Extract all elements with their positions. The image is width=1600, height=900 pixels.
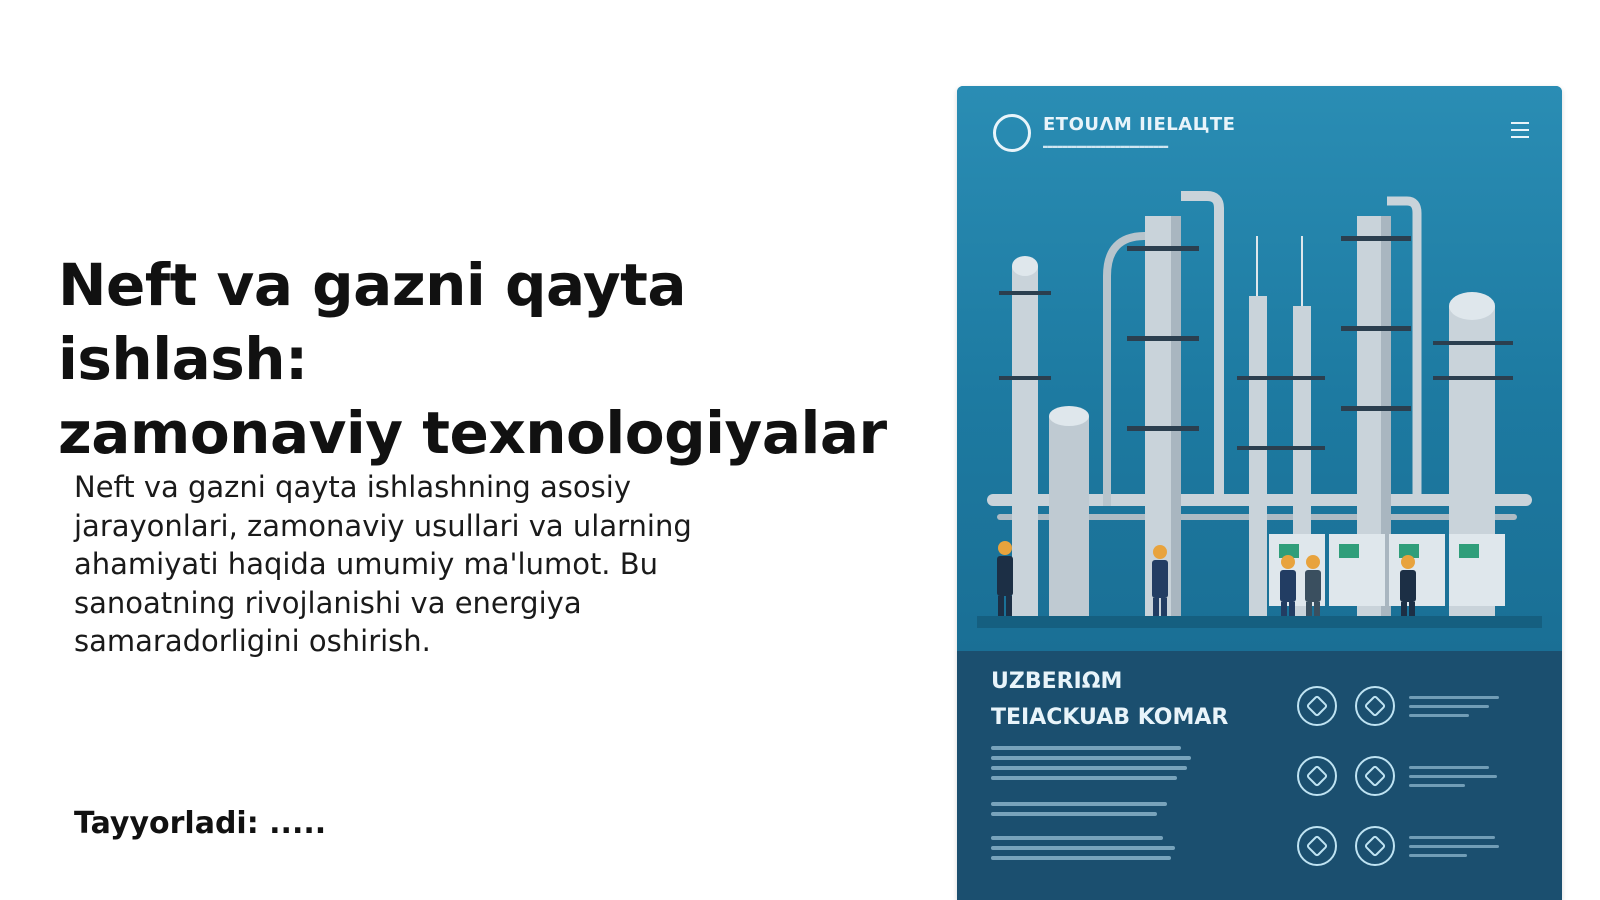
tank-right-platform-2: [1433, 376, 1513, 380]
author-label: Tayyorladi: .....: [74, 806, 327, 841]
poster-icon-caption: [1409, 775, 1497, 778]
poster-text-scribble: [991, 756, 1191, 760]
column-central-platform-1: [1127, 246, 1199, 251]
molecule-diagram-icon: [1297, 826, 1337, 866]
poster-text-scribble: [991, 836, 1163, 840]
hamburger-menu-icon: [1511, 122, 1529, 138]
worker-4: [1305, 555, 1321, 616]
column-mid-platform: [1237, 376, 1325, 380]
flame-diagram-icon: [1355, 686, 1395, 726]
poster-text-scribble: [991, 766, 1187, 770]
gear-diagram-icon: [1297, 686, 1337, 726]
leaf-logo-icon: [993, 114, 1031, 152]
poster-icon-caption: [1409, 696, 1499, 699]
refinery-poster-illustration: [957, 86, 1562, 900]
poster-icon-caption: [1409, 784, 1465, 787]
column-central-shade: [1171, 216, 1181, 616]
drop-diagram-icon: [1297, 756, 1337, 796]
poster-text-scribble: [991, 812, 1157, 816]
column-right-top-pipe: [1387, 201, 1417, 506]
tower-left-platform: [999, 291, 1051, 295]
tank-right-cap: [1449, 292, 1495, 320]
poster-text-scribble: [991, 802, 1167, 806]
worker-5: [1400, 555, 1416, 616]
column-mid-a: [1249, 296, 1267, 616]
poster-brand: ETOUΛM IIELAЦTE: [1043, 114, 1236, 135]
tank-left: [1049, 416, 1089, 616]
poster-heading: [991, 664, 1228, 736]
central-left-pipe: [1107, 236, 1145, 506]
column-central-platform-2: [1127, 336, 1199, 341]
plant-floor: [977, 616, 1542, 628]
slide-description: Neft va gazni qayta ishlashning asosiy jarayonlari, zamonaviy usullari va ularning ahamiyati haqida umumiy ma'lumot. Bu sanoatning rivojlanishi va energiya samaradorligini oshirish.: [74, 470, 692, 658]
tank-left-cap: [1049, 406, 1089, 426]
slide-title: [58, 248, 918, 470]
tower-left-cap: [1012, 256, 1038, 276]
poster-tagline-scribble: ▬▬▬▬▬▬▬▬▬▬▬▬▬▬▬▬▬▬▬▬▬▬▬▬▬▬: [1043, 142, 1169, 151]
column-right-platform-3: [1341, 406, 1411, 411]
poster-icon-caption: [1409, 705, 1489, 708]
poster-heading-line1: UZBERIΩM: [991, 669, 1123, 694]
poster-icon-caption: [1409, 714, 1469, 717]
poster-text-scribble: [991, 776, 1177, 780]
tools-diagram-icon: [1355, 826, 1395, 866]
column-right-platform-2: [1341, 326, 1411, 331]
poster-header: [957, 86, 1562, 186]
panel-screen-4: [1459, 544, 1479, 558]
column-right-platform-1: [1341, 236, 1411, 241]
poster-heading-line2: TEIACKUAB KOMAR: [991, 705, 1229, 730]
column-mid-platform-2: [1237, 446, 1325, 450]
tank-right-platform: [1433, 341, 1513, 345]
central-top-pipe: [1181, 196, 1219, 506]
poster-icon-caption: [1409, 766, 1489, 769]
poster-icon-caption: [1409, 836, 1495, 839]
panel-screen-2: [1339, 544, 1359, 558]
poster-text-scribble: [991, 846, 1175, 850]
worker-1: [997, 541, 1013, 616]
poster-icon-caption: [1409, 854, 1467, 857]
poster-text-scribble: [991, 746, 1181, 750]
tower-left-platform-2: [999, 376, 1051, 380]
refinery-plant-drawing: [957, 176, 1562, 651]
poster-text-scribble: [991, 856, 1171, 860]
tower-left: [1012, 266, 1038, 616]
worker-3: [1280, 555, 1296, 616]
poster-icon-caption: [1409, 845, 1499, 848]
slide-title-line1: Neft va gazni qayta ishlash:: [58, 251, 686, 393]
slide-title-line2: zamonaviy texnologiyalar: [58, 399, 887, 467]
column-central-platform-3: [1127, 426, 1199, 431]
gauge-diagram-icon: [1355, 756, 1395, 796]
